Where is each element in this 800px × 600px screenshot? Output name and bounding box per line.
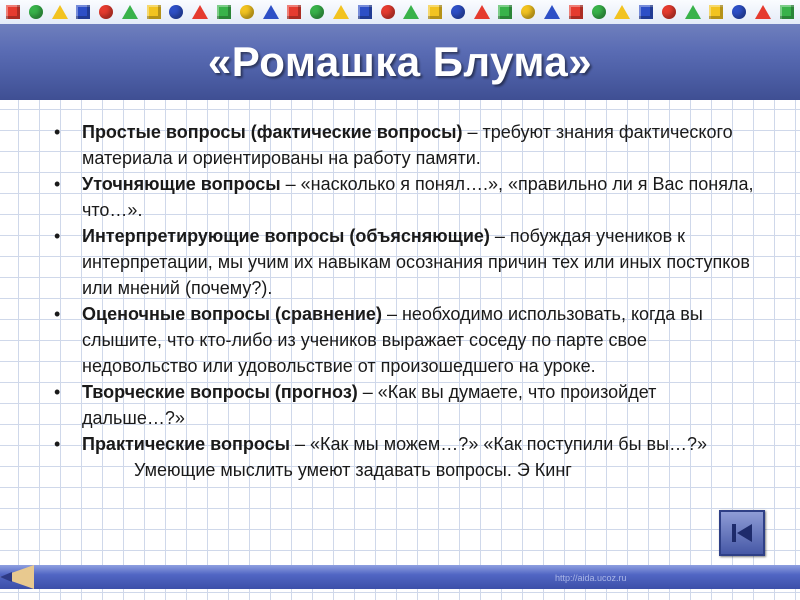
tri-shape-icon (263, 5, 279, 19)
bullet-icon: • (54, 304, 61, 324)
ball-shape-icon (99, 5, 113, 19)
list-item (42, 301, 760, 379)
list-item (42, 379, 760, 431)
item-description: – побуждая учеников к интерпретации, мы учим их навыкам осознания причин тех или иных поступков или мнений (почему?). (82, 226, 750, 298)
tri-shape-icon (403, 5, 419, 19)
ball-shape-icon (240, 5, 254, 19)
item-term: Практические вопросы (82, 434, 290, 454)
site-credit: http://aida.ucoz.ru (555, 573, 627, 583)
decorative-shapes-strip (0, 0, 800, 24)
cube-shape-icon (358, 5, 372, 19)
cube-shape-icon (709, 5, 723, 19)
ball-shape-icon (592, 5, 606, 19)
item-term: Уточняющие вопросы (82, 174, 281, 194)
bullet-icon: • (54, 434, 61, 454)
ball-shape-icon (451, 5, 465, 19)
ball-shape-icon (381, 5, 395, 19)
tri-shape-icon (192, 5, 208, 19)
ball-shape-icon (662, 5, 676, 19)
item-description: – требуют знания фактического материала и ориентированы на работу памяти. (82, 122, 733, 168)
tri-shape-icon (755, 5, 771, 19)
list-item (42, 119, 760, 171)
bullet-icon: • (54, 226, 61, 246)
cube-shape-icon (428, 5, 442, 19)
cube-shape-icon (147, 5, 161, 19)
cube-shape-icon (639, 5, 653, 19)
ball-shape-icon (521, 5, 535, 19)
cube-shape-icon (217, 5, 231, 19)
ball-shape-icon (29, 5, 43, 19)
quote-text: Умеющие мыслить умеют задавать вопросы. Э Кинг (134, 460, 572, 480)
list-item (42, 223, 760, 301)
slide-content (42, 119, 760, 483)
question-types-list (42, 119, 760, 457)
list-item (42, 171, 760, 223)
cube-shape-icon (76, 5, 90, 19)
cube-shape-icon (498, 5, 512, 19)
cube-shape-icon (780, 5, 794, 19)
cube-shape-icon (6, 5, 20, 19)
tri-shape-icon (333, 5, 349, 19)
cube-shape-icon (287, 5, 301, 19)
item-description: – «насколько я понял….», «правильно ли я Вас поняла, что…». (82, 174, 754, 220)
ball-shape-icon (310, 5, 324, 19)
item-description: – необходимо использовать, когда вы слышите, что кто-либо из учеников выражает соседу по парте свое недовольство или удовольствие от произошедшего на уроке. (82, 304, 703, 376)
tri-shape-icon (685, 5, 701, 19)
item-description: – «Как мы можем…?» «Как поступили бы вы…?» (289, 434, 708, 454)
ball-shape-icon (169, 5, 183, 19)
slide-title: «Ромашка Блума» (207, 38, 593, 85)
title-band (0, 24, 800, 100)
tri-shape-icon (474, 5, 490, 19)
item-term: Оценочные вопросы (сравнение) (82, 304, 382, 324)
back-to-start-button[interactable] (719, 510, 765, 556)
bullet-icon: • (54, 382, 61, 402)
cube-shape-icon (569, 5, 583, 19)
bullet-icon: • (54, 122, 61, 142)
tri-shape-icon (122, 5, 138, 19)
back-to-start-icon (729, 520, 755, 546)
tri-shape-icon (52, 5, 68, 19)
item-term: Интерпретирующие вопросы (объясняющие) (82, 226, 490, 246)
item-term: Творческие вопросы (прогноз) (82, 382, 358, 402)
tri-shape-icon (544, 5, 560, 19)
ball-shape-icon (732, 5, 746, 19)
list-item (42, 431, 760, 457)
item-description: – «Как вы думаете, что произойдет дальше…?» (82, 382, 657, 428)
bullet-icon: • (54, 174, 61, 194)
pencil-lead-decoration (0, 572, 12, 582)
tri-shape-icon (614, 5, 630, 19)
pencil-decoration (0, 565, 800, 589)
item-term: Простые вопросы (фактические вопросы) (82, 122, 463, 142)
